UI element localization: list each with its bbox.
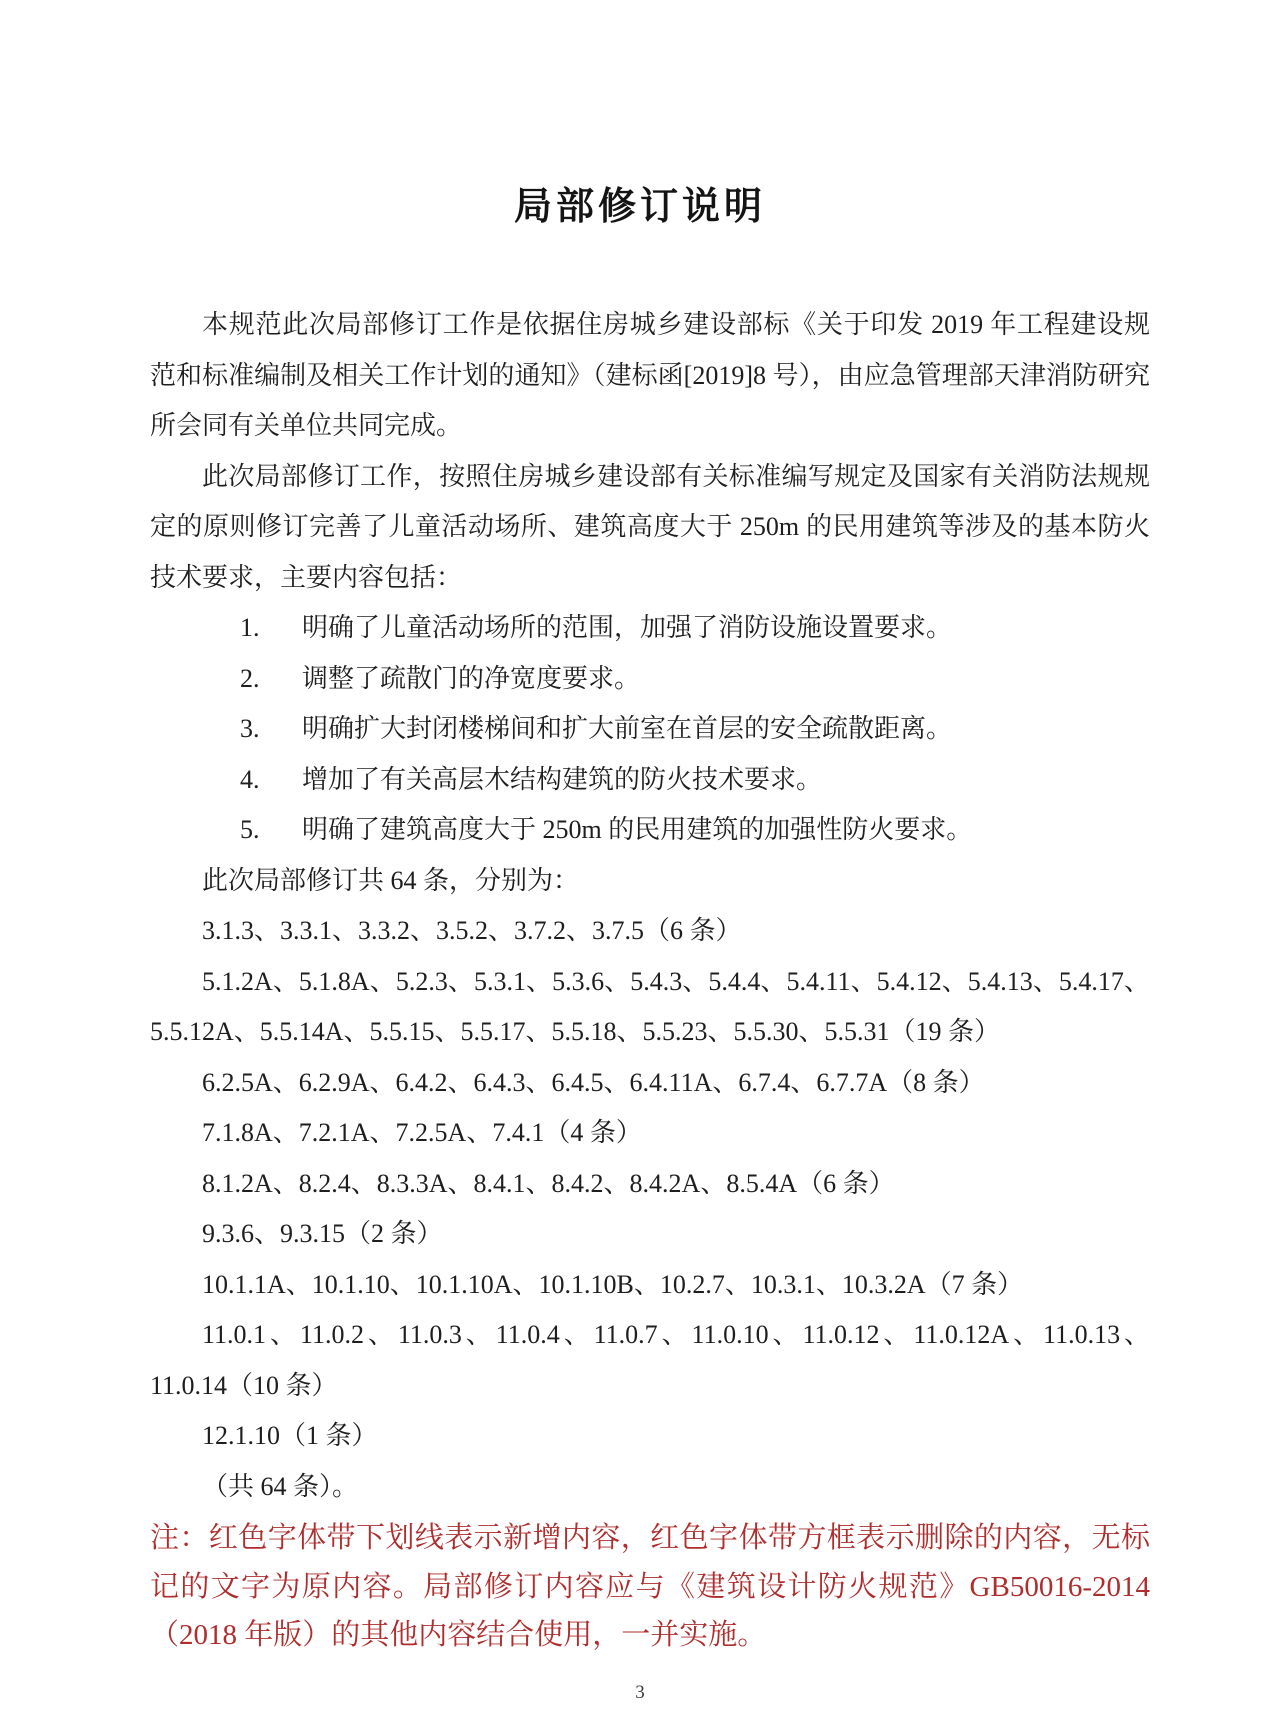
revision-note: 注：红色字体带下划线表示新增内容，红色字体带方框表示删除的内容，无标记的文字为原内容。局部修订内容应与《建筑设计防火规范》GB50016-2014（2018 年版）的其他内容结合使用，一并实施。 [150, 1522, 1150, 1651]
list-item-text: 明确了儿童活动场所的范围，加强了消防设施设置要求。 [302, 613, 953, 642]
list-item [150, 755, 1150, 806]
list-item-number: 2. [240, 663, 260, 693]
list-item-number: 5. [240, 815, 260, 844]
list-item-text: 明确扩大封闭楼梯间和扩大前室在首层的安全疏散距离。 [302, 714, 953, 743]
revision-group: 12.1.10（1 条） [202, 1421, 378, 1450]
revision-group: 7.1.8A、7.2.1A、7.2.5A、7.4.1（4 条） [202, 1118, 642, 1147]
revision-group: 11.0.1、11.0.2、11.0.3、11.0.4、11.0.7、11.0.10、11.0.12、11.0.12A、11.0.13、11.0.14（10 条） [150, 1320, 1150, 1400]
document-body [150, 300, 1150, 1660]
revision-group: 8.1.2A、8.2.4、8.3.3A、8.4.1、8.4.2、8.4.2A、8.5.4A（6 条） [202, 1168, 895, 1198]
revision-intro: 此次局部修订共 64 条，分别为： [202, 865, 580, 895]
list-item-number: 1. [240, 613, 260, 642]
list-item-number: 3. [240, 714, 260, 743]
list-item-number: 4. [240, 764, 260, 794]
page-title: 局部修订说明 [513, 186, 766, 228]
list-item [150, 603, 1150, 654]
list-item-text: 增加了有关高层木结构建筑的防火技术要求。 [302, 764, 823, 794]
list-item [150, 704, 1150, 755]
list-item-text: 明确了建筑高度大于 250m 的民用建筑的加强性防火要求。 [302, 815, 973, 844]
revision-group: （共 64 条）。 [202, 1471, 359, 1501]
revision-group: 5.1.2A、5.1.8A、5.2.3、5.3.1、5.3.6、5.4.3、5.4.4、5.4.11、5.4.12、5.4.13、5.4.17、5.5.12A、5.5.14A、5.5.15、5.5.17、5.5.18、5.5.23、5.5.30、5.5.31（19 条） [150, 966, 1150, 1046]
list-item [150, 654, 1150, 705]
revision-group: 9.3.6、9.3.15（2 条） [202, 1219, 443, 1248]
page-number: 3 [635, 1682, 645, 1703]
list-item [150, 805, 1150, 856]
revision-group: 10.1.1A、10.1.10、10.1.10A、10.1.10B、10.2.7、10.3.1、10.3.2A（7 条） [202, 1269, 1024, 1299]
revision-group: 6.2.5A、6.2.9A、6.4.2、6.4.3、6.4.5、6.4.11A、6.7.4、6.7.7A（8 条） [202, 1067, 985, 1097]
intro-paragraph-2: 此次局部修订工作，按照住房城乡建设部有关标准编写规定及国家有关消防法规规定的原则修订完善了儿童活动场所、建筑高度大于 250m 的民用建筑等涉及的基本防火技术要求，主要内容包括： [150, 461, 1150, 592]
revision-group: 3.1.3、3.3.1、3.3.2、3.5.2、3.7.2、3.7.5（6 条） [202, 916, 742, 945]
list-item-text: 调整了疏散门的净宽度要求。 [302, 663, 641, 693]
intro-paragraph-1: 本规范此次局部修订工作是依据住房城乡建设部标《关于印发 2019 年工程建设规范和标准编制及相关工作计划的通知》（建标函[2019]8 号），由应急管理部天津消防研究所会同有关单位共同完成。 [150, 310, 1150, 440]
